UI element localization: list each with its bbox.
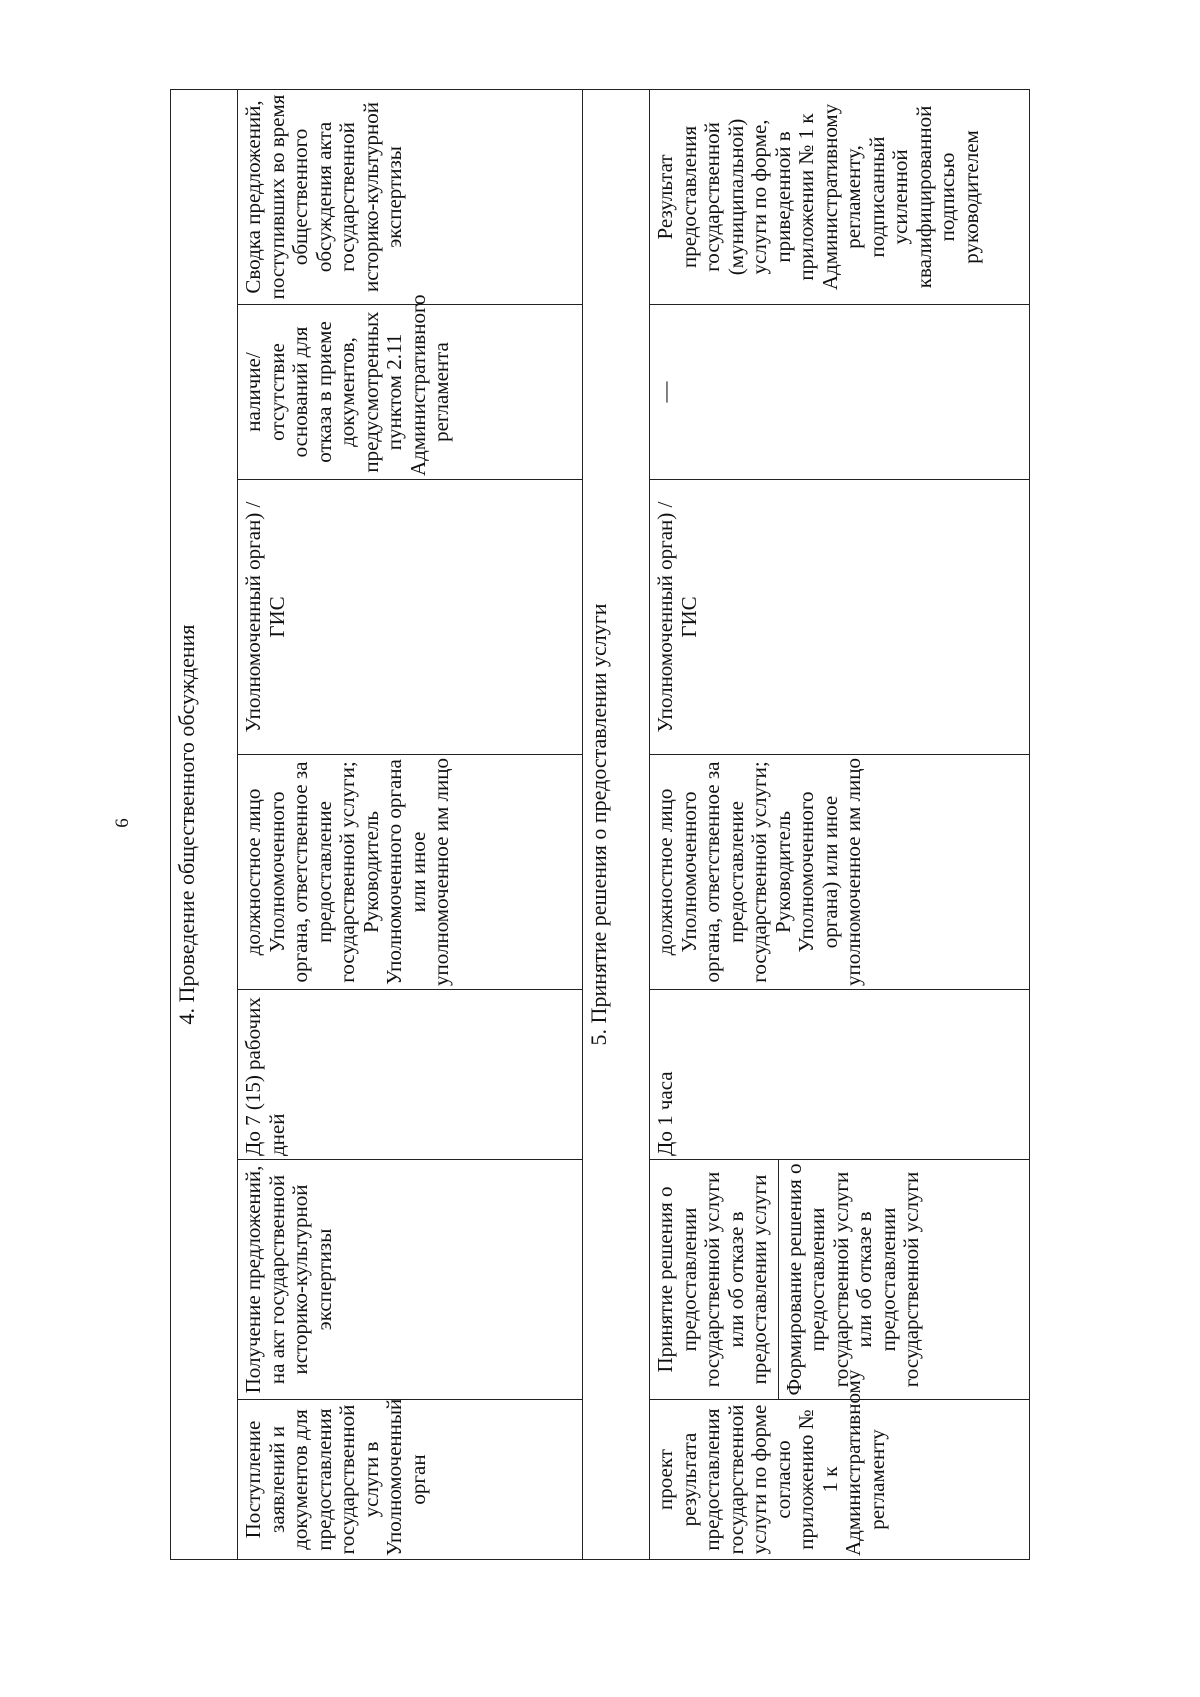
s5-action-formation: Формирование решения о предоставлении государственной услуги или об отказе в предоставлении государственной услуги	[778, 1160, 924, 1399]
s5-action-cell	[650, 1160, 1030, 1400]
s4-criteria-cell: наличие/ отсутствие оснований для отказа в приеме документов, предусмотренных пунктом 2.11 Административного регламента	[238, 305, 583, 480]
page-number: 6	[111, 818, 133, 828]
s5-official-cell: должностное лицо Уполномоченного органа, ответственное за предоставление государственной услуги; Руководитель Уполномоченного органа) или иное уполномоченное им лицо	[650, 755, 1030, 990]
section-4-title: 4. Проведение общественного обсуждения	[171, 89, 238, 1559]
s5-place-cell: Уполномоченный орган) / ГИС	[650, 480, 1030, 755]
s5-term-cell: До 1 часа	[650, 990, 1030, 1160]
s4-action-cell: Получение предложений, на акт государственной историко-культурной экспертизы	[238, 1160, 583, 1400]
section-5-header-row	[583, 89, 650, 1559]
s5-result-cell: Результат предоставления государственной (муниципальной) услуги по форме, приведенной в приложении № 1 к Административному регламенту, подписанный усиленной квалифицированной подписью руководителем	[650, 89, 1030, 304]
section-4-header-row	[171, 89, 238, 1559]
section-5-title: 5. Принятие решения о предоставлении услуги	[583, 89, 650, 1559]
s4-result-cell: Сводка предложений, поступивших во время общественного обсуждения акта государственной историко-культурной экспертизы	[238, 89, 583, 304]
s4-official-cell: должностное лицо Уполномоченного органа, ответственное за предоставление государственной услуги; Руководитель Уполномоченного органа или иное уполномоченное им лицо	[238, 755, 583, 990]
section-4-row	[238, 89, 583, 1559]
s5-criteria-cell: —	[650, 305, 1030, 480]
admin-procedure-table	[170, 89, 1030, 1560]
section-5-row	[650, 89, 1030, 1559]
s4-place-cell: Уполномоченный орган) / ГИС	[238, 480, 583, 755]
s4-basis-cell: Поступление заявлений и документов для предоставления государственной услуги в Уполномоченный орган	[238, 1400, 583, 1560]
s5-basis-cell: проект результата предоставления государственной услуги по форме согласно приложению № 1 к Административному регламенту	[650, 1400, 1030, 1560]
s5-action-decision: Принятие решения о предоставлении государственной услуги или об отказе в предоставлении услуги	[653, 1171, 772, 1388]
rotated-table-region	[170, 90, 1070, 1560]
s4-term-cell: До 7 (15) рабочих дней	[238, 990, 583, 1160]
